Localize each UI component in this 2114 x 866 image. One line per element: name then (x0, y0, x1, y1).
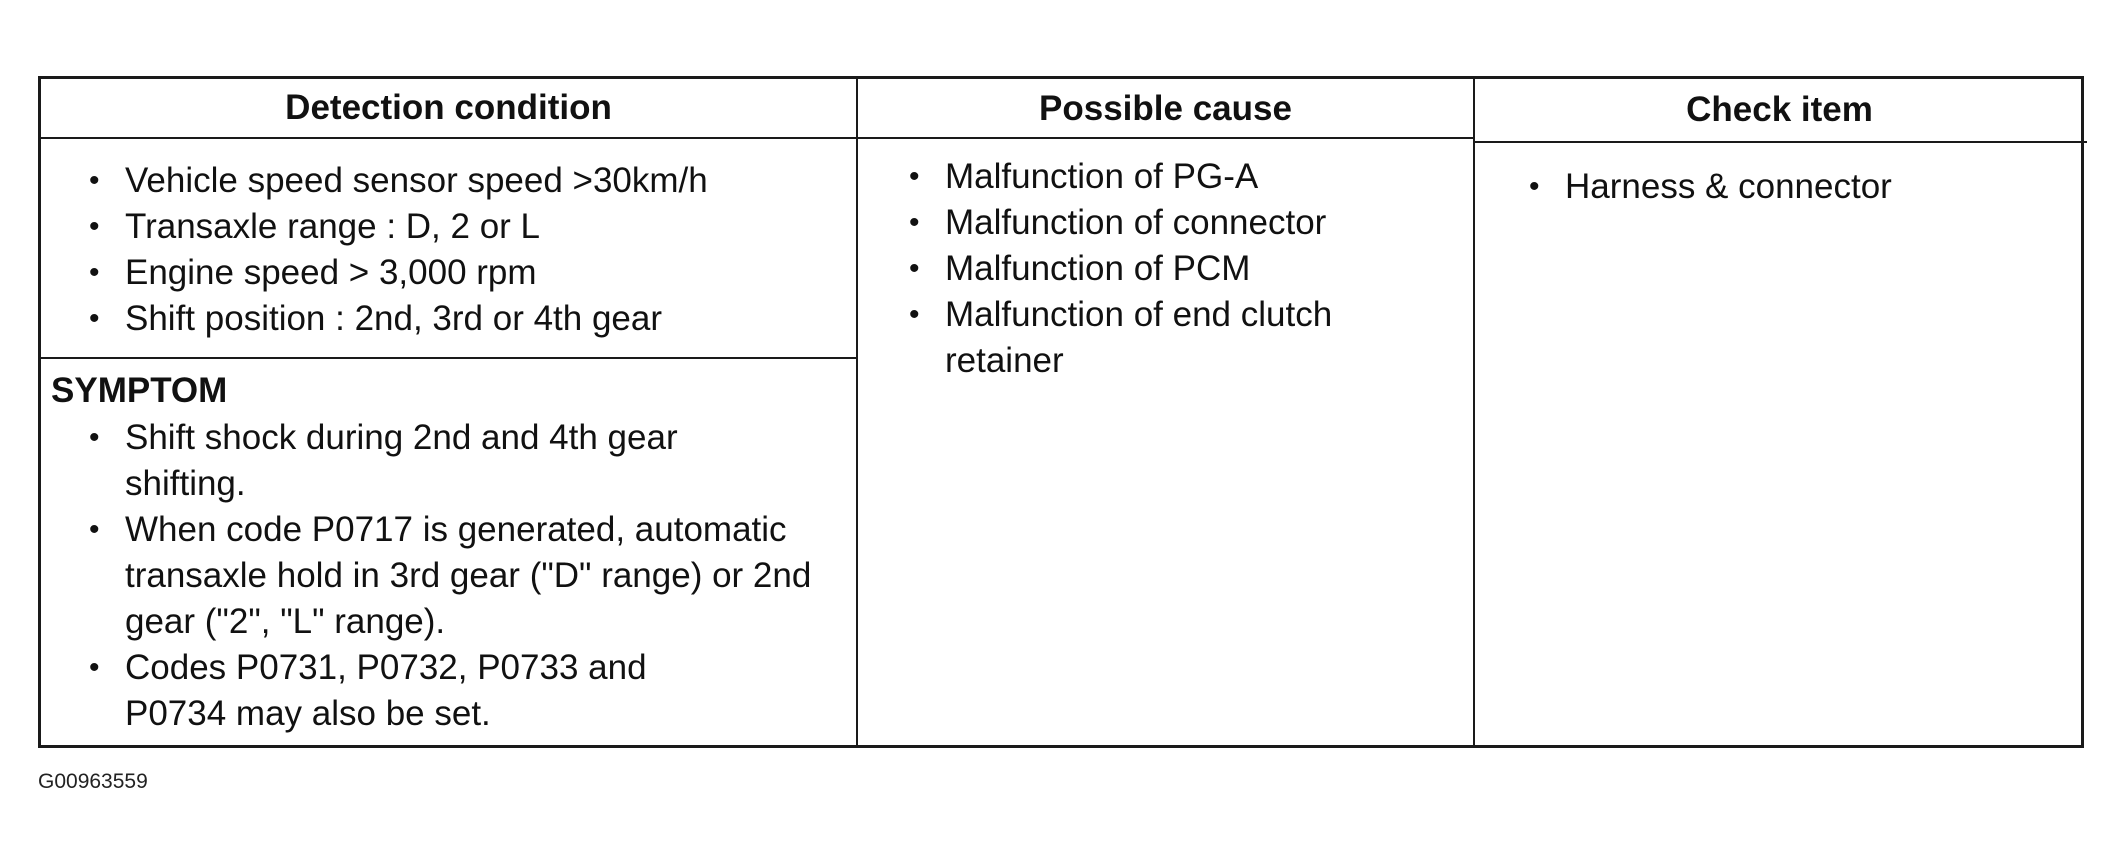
symptom-cell (51, 369, 841, 737)
column-divider-1 (856, 79, 858, 745)
list-item: • Transaxle range : D, 2 or L (81, 204, 841, 250)
list-item: • Malfunction of connector (901, 200, 1371, 246)
header-possible-cause: Possible cause (1039, 89, 1292, 128)
symptom-divider (41, 357, 856, 359)
check-items-list (1521, 164, 2061, 210)
symptom-heading: SYMPTOM (51, 371, 228, 410)
list-item: • Harness & connector (1521, 164, 2061, 210)
bullet-icon: • (89, 210, 100, 243)
bullet-icon: • (909, 298, 920, 331)
bullet-icon: • (89, 256, 100, 289)
bullet-icon: • (909, 160, 920, 193)
detection-conditions-cell (81, 158, 841, 342)
header-divider-check (1473, 141, 2087, 143)
header-check-item: Check item (1686, 90, 1873, 129)
list-item: • Codes P0731, P0732, P0733 and P0734 may also be set. (81, 645, 725, 737)
header-detection-condition: Detection condition (285, 88, 612, 127)
list-item: • Malfunction of PG-A (901, 154, 1371, 200)
check-items-cell (1521, 164, 2061, 210)
list-item: • Malfunction of PCM (901, 246, 1371, 292)
bullet-icon: • (89, 421, 100, 454)
possible-causes-cell (901, 154, 1371, 384)
header-divider-detection (41, 137, 856, 139)
bullet-icon: • (89, 513, 100, 546)
list-item: • When code P0717 is generated, automatic transaxle hold in 3rd gear ("D" range) or 2nd gear ("2", "L" range). (81, 507, 865, 645)
bullet-icon: • (1529, 170, 1540, 203)
column-divider-2 (1473, 79, 1475, 745)
bullet-icon: • (909, 206, 920, 239)
list-item: • Shift position : 2nd, 3rd or 4th gear (81, 296, 841, 342)
bullet-icon: • (89, 164, 100, 197)
detection-conditions-list (81, 158, 841, 342)
diagnostic-table (38, 76, 2084, 748)
figure-id: G00963559 (38, 770, 148, 793)
list-item: • Vehicle speed sensor speed >30km/h (81, 158, 841, 204)
list-item: • Shift shock during 2nd and 4th gear shifting. (81, 415, 685, 507)
bullet-icon: • (89, 651, 100, 684)
list-item: • Engine speed > 3,000 rpm (81, 250, 841, 296)
list-item: • Malfunction of end clutch retainer (901, 292, 1371, 384)
symptom-list (81, 415, 812, 737)
possible-causes-list (901, 154, 1371, 384)
bullet-icon: • (89, 302, 100, 335)
bullet-icon: • (909, 252, 920, 285)
